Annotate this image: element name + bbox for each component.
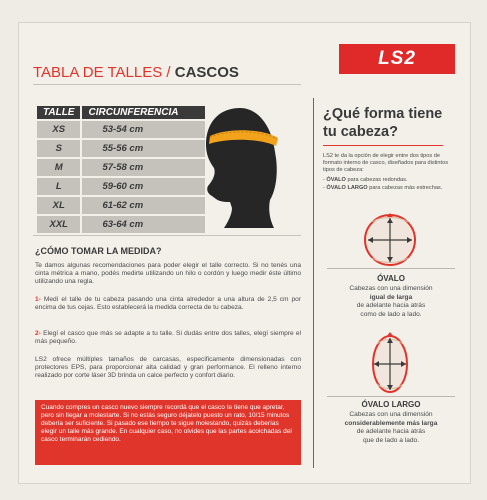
oval-divider (327, 268, 455, 269)
header-circumference: CIRCUNFERENCIA (82, 106, 205, 119)
oval-desc-line-1: Cabezas con una dimensión (349, 285, 433, 292)
question-line-2: tu cabeza? (323, 124, 398, 140)
table-row (37, 197, 205, 214)
question-line-1: ¿Qué forma tiene (323, 106, 443, 122)
warning-box (35, 400, 301, 465)
circ-cell: 59-60 cm (82, 178, 205, 195)
circ-cell: 57-58 cm (82, 159, 205, 176)
page-title (33, 64, 239, 81)
table-row (37, 216, 205, 233)
table-row (37, 121, 205, 138)
step-1-number: 1- (35, 296, 41, 303)
size-table (35, 104, 207, 235)
size-cell: XXL (37, 216, 80, 233)
how-heading: ¿CÓMO TOMAR LA MEDIDA? (35, 246, 162, 256)
bullet-1-text: para cabezas redondas. (345, 177, 408, 183)
oval-title: ÓVALO (377, 274, 405, 283)
size-cell: S (37, 140, 80, 157)
shape-intro: LS2 te da la opción de elegir entre dos tipos de formato interno de casco, diseñados para distintos tipos de cabeza: (323, 153, 448, 174)
question-underline (323, 145, 443, 146)
ls2-description: LS2 ofrece múltiples tamaños de carcasas, especificamente dimensionadas con protectores EPS, para proporcionar alta calidad y gran performance. El relleno interno realizado por corte láser 3D brinda un calce perfecto y confort diario. (35, 356, 301, 379)
long-oval-description (323, 411, 459, 445)
step-1-text: Medí el talle de tu cabeza pasando una cinta alrededor a una altura de 2,5 cm por encima de tus cejas. Esto establecerá la medida correcta de tu cabeza. (35, 296, 301, 311)
circ-cell: 61-62 cm (82, 197, 205, 214)
ls2-logo (339, 44, 455, 74)
step-2-text: Elegí el casco que más se adapte a tu talle. Si dudás entre dos talles, elegí siempre el más pequeño. (35, 330, 301, 345)
title-bold: CASCOS (174, 64, 239, 81)
oval-desc-bold: igual de larga (369, 293, 413, 301)
size-cell: XL (37, 197, 80, 214)
size-cell: M (37, 159, 80, 176)
size-cell: XS (37, 121, 80, 138)
table-row (37, 159, 205, 176)
how-step-1 (35, 296, 301, 312)
long-oval-divider (327, 396, 455, 397)
title-divider (33, 84, 301, 85)
warning-text: Cuando compres un casco nuevo siempre recordá que el casco te tiene que apretar, pero sin llegar a molestarte. Si no estás seguro déjatelo puesto un rato, 10/15 minutos debería ser suficiente. Si pasado ese tiempo te sigue molestando, quizás deberías elegir un talle más grande. En cualquier caso, no olvides que las partes acolchadas del casco terminarán cediendo. (41, 404, 292, 443)
long-desc-line-1: Cabezas con una dimensión (349, 411, 433, 418)
table-row (37, 178, 205, 195)
round-head-icon (355, 210, 425, 268)
logo-text: LS2 (378, 48, 416, 69)
long-desc-bold: considerablemente más larga (344, 419, 438, 427)
bullet-2-dash: - (323, 185, 327, 191)
long-desc-line-3: de adelante hacia atrás (356, 428, 426, 436)
header-size: TALLE (37, 106, 80, 119)
long-desc-line-4: que de lado a lado. (362, 436, 420, 444)
oval-description (323, 285, 459, 319)
circ-cell: 55-56 cm (82, 140, 205, 157)
bullet-2-bold: ÓVALO LARGO (326, 185, 368, 191)
bullet-oval (323, 177, 455, 184)
shape-question (323, 105, 442, 141)
step-2-number: 2- (35, 330, 41, 337)
how-intro: Te damos algunas recomendaciones para poder elegir el talle correcto. Si no tenés una cinta métrica a mano, podés medirte utilizando un hilo o cordón y luego medir éste último utilizando una regla. (35, 262, 301, 285)
long-oval-title: ÓVALO LARGO (361, 400, 421, 409)
head-silhouette-icon (196, 104, 288, 232)
table-row (37, 140, 205, 157)
oval-desc-line-4: como de lado a lado. (360, 310, 422, 318)
size-cell: L (37, 178, 80, 195)
title-prefix: TABLA DE TALLES / (33, 64, 175, 81)
bullet-1-dash: - (323, 177, 327, 183)
how-step-2 (35, 330, 301, 346)
vertical-divider (313, 98, 314, 468)
bullet-long-oval (323, 185, 455, 192)
section-divider (33, 235, 301, 236)
circ-cell: 63-64 cm (82, 216, 205, 233)
circ-cell: 53-54 cm (82, 121, 205, 138)
size-table-header (37, 106, 205, 119)
bullet-2-text: para cabezas más estrechas. (367, 185, 443, 191)
oval-desc-line-3: de adelante hacia atrás (356, 302, 426, 310)
long-head-icon (365, 330, 415, 396)
bullet-1-bold: ÓVALO (326, 177, 346, 183)
